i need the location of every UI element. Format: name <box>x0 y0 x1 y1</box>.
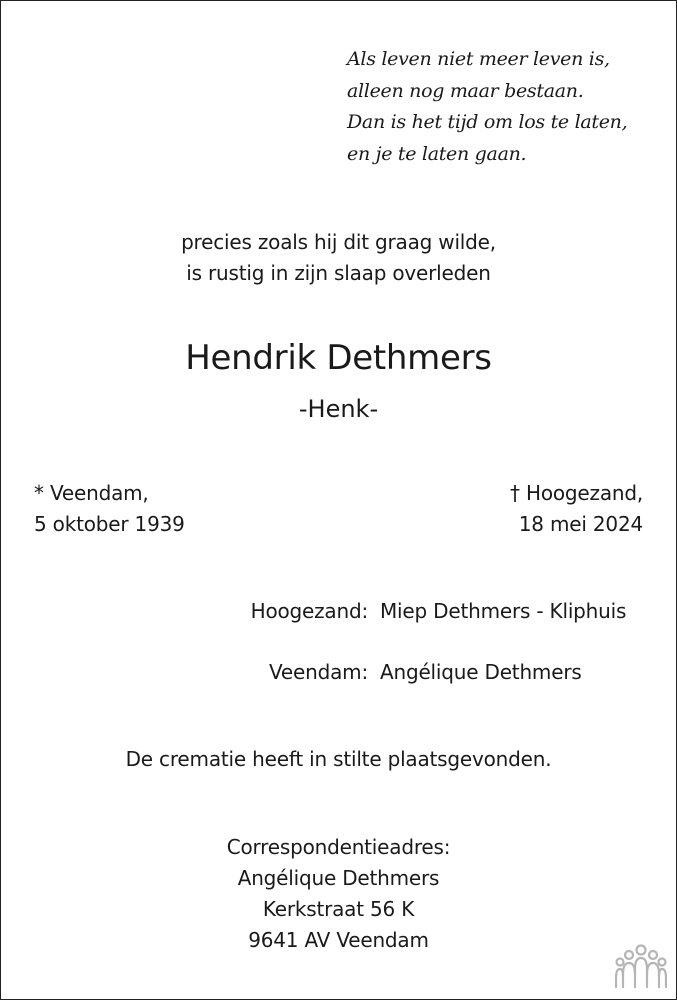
family-member <box>240 657 582 688</box>
deceased-name: Hendrik Dethmers <box>185 338 492 378</box>
birth-date: 5 oktober 1939 <box>34 512 185 536</box>
family-place: Veendam: <box>269 660 368 684</box>
birth-place: * Veendam, <box>34 481 149 505</box>
intro-line: precies zoals hij dit graag wilde, <box>181 230 496 254</box>
death-info <box>510 478 643 540</box>
cremation-note: De crematie heeft in stilte plaatsgevonden. <box>125 747 552 771</box>
family-member <box>240 596 626 627</box>
family-name: Angélique Dethmers <box>380 660 582 684</box>
deceased-nickname: -Henk- <box>298 395 379 423</box>
intro-text <box>0 227 677 289</box>
family-place: Hoogezand: <box>250 599 368 623</box>
birth-info <box>34 478 185 540</box>
correspondence-city: 9641 AV Veendam <box>248 928 429 952</box>
poem-line: Als leven niet meer leven is, <box>347 48 610 70</box>
poem-line: Dan is het tijd om los te laten, <box>347 111 628 133</box>
correspondence-street: Kerkstraat 56 K <box>262 897 415 921</box>
people-group-logo-icon <box>615 943 667 989</box>
poem-line: alleen nog maar bestaan. <box>347 79 584 102</box>
correspondence-heading: Correspondentieadres: <box>226 835 451 859</box>
death-date: 18 mei 2024 <box>518 512 643 536</box>
poem <box>347 44 627 170</box>
correspondence-address <box>0 832 677 956</box>
death-place: † Hoogezand, <box>510 481 643 505</box>
poem-line: en je te laten gaan. <box>347 142 527 165</box>
intro-line: is rustig in zijn slaap overleden <box>186 261 491 285</box>
correspondence-name: Angélique Dethmers <box>237 866 440 890</box>
family-name: Miep Dethmers - Kliphuis <box>380 599 627 623</box>
